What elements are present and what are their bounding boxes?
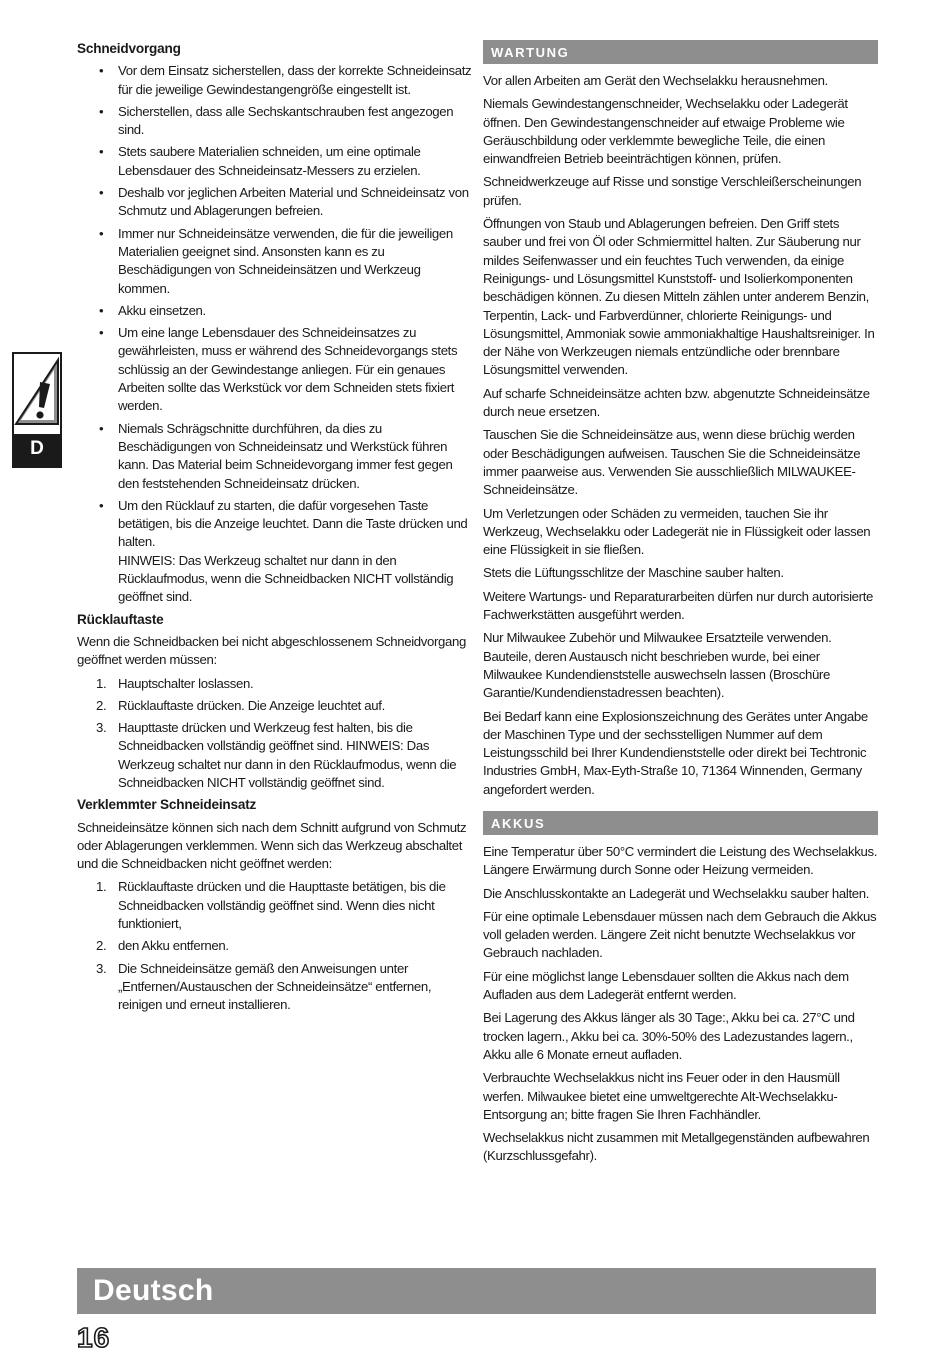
language-letter: D [30,438,44,459]
wartung-paragraph: Bei Bedarf kann eine Explosionszeichnung des Gerätes unter Angabe der Maschinen Type und der sechsstelligen Nummer auf dem Leistungsschild bei Ihrer Kundendienststelle oder direkt bei Techtronic Industries GmbH, Max-Eyth-Straße 10, 71364 Winnenden, Germany angefordert werden. [483,708,868,797]
list-item: • Um den Rücklauf zu starten, die dafür vorgesehen Taste betätigen, bis die Anzeige leuchtet. Dann die Taste drücken und halten. HINWEIS: Das Werkzeug schaltet nur dann in den Rücklaufmodus, wenn die Schneidbacken NICHT vollständig geöffnet sind. [77,497,473,607]
verklemmt-steps [77,878,473,1014]
ruecklauftaste-steps [77,675,473,793]
list-item: • Sicherstellen, dass alle Sechskantschrauben fest angezogen sind. [99,103,454,138]
step-number: 3. [96,720,107,736]
step-number: 1. [96,675,107,691]
list-item: • Immer nur Schneideinsätze verwenden, die für die jeweiligen Materialien geeignet sind. Ansonsten kann es zu Beschädigungen von Schneideinsätzen und Werkzeug kommen. [99,225,453,296]
bullet-text: Um den Rücklauf zu starten, die dafür vorgesehen Taste betätigen, bis die Anzeige leuchtet. Dann die Taste drücken und halten. [118,497,468,550]
wartung-paragraph: Nur Milwaukee Zubehör und Milwaukee Ersatzteile verwenden. Bauteile, deren Austausch nicht beschrieben wurde, bei einer Milwaukee Kundendienststelle auswechseln lassen (Broschüre Garantie/Kundendienstadressen beachten). [483,630,832,701]
list-item [77,937,473,955]
list-item: • Stets saubere Materialien schneiden, um eine optimale Lebensdauer des Schneideinsatz-Messers zu erzielen. [99,144,421,178]
bullet-text: Niemals Schrägschnitte durchführen, da dies zu Beschädigungen von Schneideinsatz und Werkstück führen kann. Das Material beim Schneidevorgang immer fest gegen den feststehenden Schneideinsatz drücken. [118,420,453,491]
list-item [77,719,473,792]
step-number: 3. [96,960,107,976]
language-label: Deutsch [93,1274,214,1307]
step-text: den Akku entfernen. [118,938,229,954]
ruecklauftaste-intro: Wenn die Schneidbacken bei nicht abgeschlossenem Schneidvorgang geöffnet werden müssen: [77,633,466,668]
list-item [77,697,473,715]
list-item [77,960,473,1015]
akkus-paragraph: Für eine optimale Lebensdauer müssen nach dem Gebrauch die Akkus voll geladen werden. Längere Zeit nicht benutzte Wechselakkus vor Gebrauch nachladen. [483,908,877,961]
wartung-paragraph: Um Verletzungen oder Schäden zu vermeiden, tauchen Sie ihr Werkzeug, Wechselakku oder Ladegerät nie in Flüssigkeit oder lassen eine Flüssigkeit in sie fließen. [483,505,871,558]
akkus-paragraph: Für eine möglichst lange Lebensdauer sollten die Akkus nach dem Aufladen aus dem Ladegerät entfernt werden. [483,968,849,1003]
list-item: • Um eine lange Lebensdauer des Schneideinsatzes zu gewährleisten, muss er während des Schneidevorgangs stets schlüssig an der Gewindestange anliegen. Für ein genaues Arbeiten sollte das Werkstück vor dem Schneiden stets fixiert werden. [99,325,458,414]
akkus-paragraph: Eine Temperatur über 50°C vermindert die Leistung des Wechselakkus. Längere Erwärmung durch Sonne oder Heizung vermeiden. [483,843,878,878]
language-side-tab [12,352,62,468]
schneidvorgang-heading: Schneidvorgang [77,41,181,56]
language-footer-bar [77,1268,876,1314]
step-text: Rücklauftaste drücken. Die Anzeige leuchtet auf. [118,697,385,713]
bullet-text: Deshalb vor jeglichen Arbeiten Material und Schneideinsatz von Schmutz und Ablagerungen befreien. [118,185,469,219]
wartung-paragraph: Tauschen Sie die Schneideinsätze aus, wenn diese brüchig werden oder Beschädigungen aufweisen. Tauschen Sie die Schneideinsätze immer paarweise aus. Verwenden Sie ausschließlich MILWAUKEE-Schneideinsätze. [483,427,861,498]
list-item: • Deshalb vor jeglichen Arbeiten Material und Schneideinsatz von Schmutz und Ablagerungen befreien. [99,185,469,219]
akkus-paragraph: Wechselakkus nicht zusammen mit Metallgegenständen aufbewahren (Kurzschlussgefahr). [483,1130,870,1164]
bullet-text: Sicherstellen, dass alle Sechskantschrauben fest angezogen sind. [118,103,454,138]
left-column [77,40,473,1019]
bullet-text: Stets saubere Materialien schneiden, um eine optimale Lebensdauer des Schneideinsatz-Messers zu erzielen. [118,144,421,178]
step-text: Die Schneideinsätze gemäß den Anweisungen unter „Entfernen/Austauschen der Schneideinsätze“ entfernen, reinigen und erneut installieren. [118,960,432,1013]
wartung-paragraph: Vor allen Arbeiten am Gerät den Wechselakku herausnehmen. [483,73,828,88]
list-item: • Vor dem Einsatz sicherstellen, dass der korrekte Schneideinsatz für die jeweilige Gewindestangengröße eingestellt ist. [99,63,472,97]
warning-triangle-icon [14,354,60,434]
step-number: 2. [96,938,107,954]
bullet-text: Vor dem Einsatz sicherstellen, dass der korrekte Schneideinsatz für die jeweilige Gewindestangengröße eingestellt ist. [118,63,472,97]
verklemmt-heading: Verklemmter Schneideinsatz [77,797,257,813]
ruecklauftaste-heading: Rücklauftaste [77,611,164,627]
list-item: • Akku einsetzen. [99,302,206,318]
wartung-paragraph: Niemals Gewindestangenschneider, Wechselakku oder Ladegerät öffnen. Den Gewindestangenschneider auf etwaige Probleme wie Geräuschbildung oder verklemmte bewegliche Teile, die einen einwandfreien Betrieb beeinträchtigen können, prüfen. [483,96,848,167]
akkus-paragraph: Die Anschlusskontakte an Ladegerät und Wechselakku sauber halten. [483,885,870,901]
page-number: 16 [77,1322,111,1353]
bullet-text: Um eine lange Lebensdauer des Schneideinsatzes zu gewährleisten, muss er während des Schneidevorgangs stets schlüssig an der Gewindestange anliegen. Für ein genaues Arbeiten sollte das Werkstück vor dem Schneiden stets fixiert werden. [118,325,458,414]
list-item [77,878,473,933]
akkus-paragraph: Verbrauchte Wechselakkus nicht ins Feuer oder in den Hausmüll werfen. Milwaukee bietet eine umweltgerechte Alt-Wechselakku-Entsorgung an; bitte fragen Sie Ihren Fachhändler. [483,1070,840,1122]
hinweis-note: HINWEIS: Das Werkzeug schaltet nur dann in den Rücklaufmodus, wenn die Schneidbacken NICHT vollständig geöffnet sind. [118,552,454,605]
wartung-paragraph: Öffnungen von Staub und Ablagerungen befreien. Den Griff stets sauber und frei von Öl oder Schmiermittel halten. Zur Säuberung nur mildes Seifenwasser und ein feuchtes Tuch verwenden, da einige Reinigungs- und Lösungsmittel Kunststoff- und Isolierkomponenten beschädigen können. Zu diesen Mitteln zählen unter anderem Benzin, Terpentin, Lack- und Farbverdünner, chlorierte Reinigungs- und Lösungsmittel, Ammoniak sowie ammoniakhaltige Haushaltsreiniger. In der Nähe von Werkzeugen niemals entzündliche oder brennbare Lösungsmittel verwenden. [483,216,875,378]
step-number: 1. [96,879,107,895]
akkus-paragraph: Bei Lagerung des Akkus länger als 30 Tage:, Akku bei ca. 27°C und trocken lagern., Akku bei ca. 30%-50% des Ladezustandes lagern., Akku alle 6 Monate erneut aufladen. [483,1010,855,1062]
schneidvorgang-list [77,62,473,606]
step-text: Rücklauftaste drücken und die Haupttaste betätigen, bis die Schneidbacken vollständig geöffnet sind. Wenn dies nicht funktioniert, [118,879,446,932]
wartung-paragraph: Auf scharfe Schneideinsätze achten bzw. abgenutzte Schneideinsätze durch neue ersetzen. [483,385,870,420]
wartung-paragraph: Schneidwerkzeuge auf Risse und sonstige Verschleißerscheinungen prüfen. [483,174,862,208]
list-item [77,675,473,693]
step-number: 2. [96,697,107,713]
bullet-text: Immer nur Schneideinsätze verwenden, die für die jeweiligen Materialien geeignet sind. Ansonsten kann es zu Beschädigungen von Schneideinsätzen und Werkzeug kommen. [118,225,453,296]
list-item: • Niemals Schrägschnitte durchführen, da dies zu Beschädigungen von Schneideinsatz und Werkstück führen kann. Das Material beim Schneidevorgang immer fest gegen den feststehenden Schneideinsatz drücken. [99,420,453,491]
verklemmt-intro: Schneideinsätze können sich nach dem Schnitt aufgrund von Schmutz oder Ablagerungen verklemmen. Wenn sich das Werkzeug abschaltet und die Schneidbacken nicht geöffnet werden: [77,819,467,872]
step-text: Hauptschalter loslassen. [118,675,254,691]
wartung-paragraph: Stets die Lüftungsschlitze der Maschine sauber halten. [483,565,784,581]
right-column [483,40,878,1171]
wartung-section-title: WARTUNG [483,40,878,64]
akkus-section-title: AKKUS [483,811,878,835]
bullet-text: Akku einsetzen. [118,302,206,318]
step-text: Haupttaste drücken und Werkzeug fest halten, bis die Schneidbacken vollständig geöffnet sind. HINWEIS: Das Werkzeug schaltet nur dann in den Rücklaufmodus, wenn die Schneidbacken NICHT vollständig geöffnet sind. [118,720,457,790]
wartung-paragraph: Weitere Wartungs- und Reparaturarbeiten dürfen nur durch autorisierte Fachwerkstätten ausgeführt werden. [483,588,874,623]
